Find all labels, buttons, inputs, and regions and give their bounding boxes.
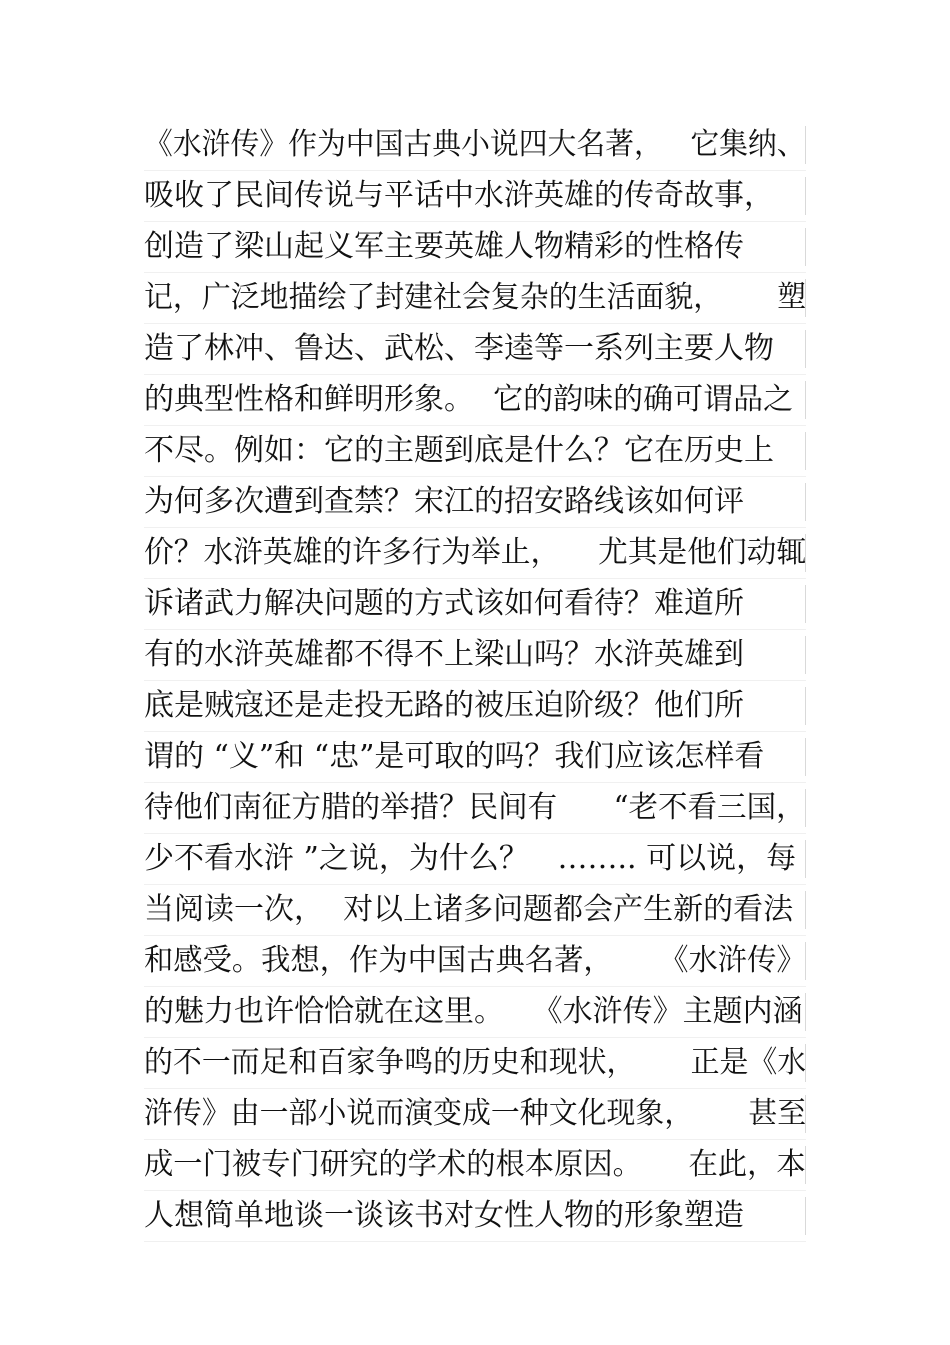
text-line <box>144 426 806 477</box>
text-line-content: 浒传》由一部小说而演变成一种文化现象， 甚至 <box>144 1096 807 1131</box>
text-line <box>144 579 806 630</box>
text-line <box>144 324 806 375</box>
text-line <box>144 885 806 936</box>
text-line <box>144 630 806 681</box>
text-line <box>144 273 806 324</box>
text-line <box>144 936 806 987</box>
text-line-content: 的典型性格和鲜明形象。 它的韵味的确可谓品之 <box>144 382 794 417</box>
text-line-content: 有的水浒英雄都不得不上梁山吗？水浒英雄到 <box>144 637 744 672</box>
text-line <box>144 171 806 222</box>
text-line <box>144 1140 806 1191</box>
text-line <box>144 681 806 732</box>
text-line <box>144 1191 806 1242</box>
text-line <box>144 375 806 426</box>
text-line-content: 和感受。我想，作为中国古典名著， 《水浒传》 <box>144 943 806 978</box>
text-line <box>144 783 806 834</box>
text-line-content: 的魅力也许恰恰就在这里。 《水浒传》主题内涵 <box>144 994 803 1029</box>
text-line-content: 的不一而足和百家争鸣的历史和现状， 正是《水 <box>144 1045 807 1080</box>
text-line-content: 价？水浒英雄的许多行为举止， 尤其是他们动辄 <box>144 535 807 570</box>
text-line-content: 不尽。例如：它的主题到底是什么？它在历史上 <box>144 433 774 468</box>
text-line-content: 待他们南征方腊的举措？民间有 “老不看三国， <box>144 790 806 825</box>
text-line-content: 诉诸武力解决问题的方式该如何看待？难道所 <box>144 586 744 621</box>
text-line-content: 记，广泛地描绘了封建社会复杂的生活面貌， 塑 <box>144 280 807 315</box>
text-line-content: 《水浒传》作为中国古典小说四大名著， 它集纳、 <box>144 127 806 162</box>
text-line-content: 谓的 “义”和 “忠”是可取的吗？我们应该怎样看 <box>144 739 765 774</box>
text-line-content: 底是贼寇还是走投无路的被压迫阶级？他们所 <box>144 688 744 723</box>
text-line <box>144 528 806 579</box>
text-line-content: 人想简单地谈一谈该书对女性人物的形象塑造 <box>144 1198 744 1233</box>
text-line <box>144 1038 806 1089</box>
text-line <box>144 987 806 1038</box>
text-line-content: 为何多次遭到查禁？宋江的招安路线该如何评 <box>144 484 744 519</box>
text-line-content: 少不看水浒 ”之说，为什么？ …….. 可以说，每 <box>144 841 797 876</box>
text-line <box>144 732 806 783</box>
text-line <box>144 120 806 171</box>
text-line-content: 吸收了民间传说与平话中水浒英雄的传奇故事， <box>144 178 774 213</box>
body-text <box>144 120 806 1242</box>
text-line <box>144 222 806 273</box>
text-line-content: 成一门被专门研究的学术的根本原因。 在此，本 <box>144 1147 806 1182</box>
text-line-content: 创造了梁山起义军主要英雄人物精彩的性格传 <box>144 229 744 264</box>
text-line <box>144 834 806 885</box>
text-line-content: 造了林冲、鲁达、武松、李逵等一系列主要人物 <box>144 331 774 366</box>
text-line-content: 当阅读一次， 对以上诸多问题都会产生新的看法 <box>144 892 794 927</box>
text-line <box>144 477 806 528</box>
text-line <box>144 1089 806 1140</box>
